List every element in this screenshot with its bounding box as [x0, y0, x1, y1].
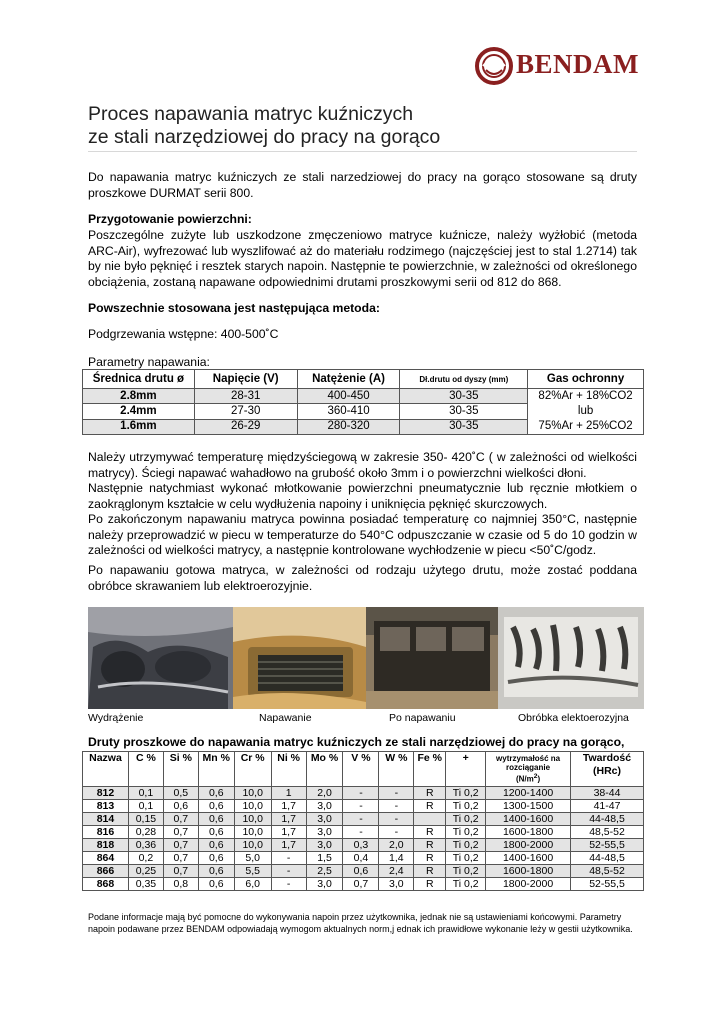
photo-edm-machining — [498, 607, 644, 709]
wire-cell: 0,1 — [128, 787, 163, 800]
caption-surfacing: Napawanie — [259, 712, 312, 724]
wire-cell: 52-55,5 — [571, 839, 644, 852]
prep-heading: Przygotowanie powierzchni: — [88, 212, 252, 226]
wire-cell: 1200-1400 — [486, 787, 571, 800]
wires-header-cell: W % — [379, 752, 414, 787]
wire-cell: 38-44 — [571, 787, 644, 800]
wire-cell: - — [271, 878, 306, 891]
caption-after-surfacing: Po napawaniu — [389, 712, 456, 724]
wire-cell: 0,6 — [198, 826, 234, 839]
params-cell: 30-35 — [400, 389, 528, 404]
params-header-cell: Napięcie (V) — [194, 370, 297, 389]
wire-cell: Ti 0,2 — [446, 865, 486, 878]
bendam-logo-text: BENDAM — [516, 49, 639, 79]
tensile-label: wytrzymałość na rozciąganie — [496, 754, 561, 773]
wire-row — [83, 839, 644, 852]
photo-surfacing — [233, 607, 366, 709]
wire-cell: 0,6 — [198, 852, 234, 865]
wires-header-cell: Nazwa — [83, 752, 129, 787]
wire-cell: 6,0 — [234, 878, 271, 891]
wire-row — [83, 852, 644, 865]
wires-header-cell: Mn % — [198, 752, 234, 787]
wire-cell: 1400-1600 — [486, 852, 571, 865]
after-paragraph: Po napawaniu gotowa matryca, w zależności od rodzaju użytego drutu, może zostać poddana obróbce skrawaniem lub elektroerozyjnie. — [88, 563, 637, 593]
wire-cell: 0,7 — [163, 865, 198, 878]
wire-cell: Ti 0,2 — [446, 787, 486, 800]
wire-cell: 10,0 — [234, 787, 271, 800]
wire-cell: 0,6 — [198, 800, 234, 813]
wire-cell: R — [414, 787, 446, 800]
photo-after-surfacing — [366, 607, 498, 709]
wires-header-cell: V % — [343, 752, 379, 787]
wire-cell: 0,25 — [128, 865, 163, 878]
tensile-unit-close: ) — [537, 774, 541, 784]
wires-header-tensile — [486, 752, 571, 787]
caption-edm: Obróbka elektoerozyjna — [518, 712, 629, 724]
wire-cell: Ti 0,2 — [446, 826, 486, 839]
wire-cell: 1,7 — [271, 826, 306, 839]
wire-cell: 3,0 — [306, 813, 343, 826]
wire-cell: 1800-2000 — [486, 839, 571, 852]
params-label: Parametry napawania: — [88, 355, 210, 369]
method-heading: Powszechnie stosowana jest następująca metoda: — [88, 301, 380, 315]
wire-cell: 2,4 — [379, 865, 414, 878]
wire-cell: 3,0 — [306, 826, 343, 839]
params-cell: 1.6mm — [83, 419, 195, 434]
wire-name-cell: 816 — [83, 826, 129, 839]
wires-header-row — [83, 752, 644, 787]
wire-cell: 0,8 — [163, 878, 198, 891]
page-title — [88, 103, 648, 149]
wires-header-cell: Fe % — [414, 752, 446, 787]
tensile-unit-sup: 2 — [533, 773, 538, 781]
wire-cell: 3,0 — [306, 878, 343, 891]
wire-cell: 41-47 — [571, 800, 644, 813]
wires-header-cell: Mo % — [306, 752, 343, 787]
wire-cell: - — [271, 852, 306, 865]
wire-cell: 2,0 — [306, 787, 343, 800]
procedure-step: Następnie natychmiast wykonać młotkowanie powierzchni pneumatycznie lub ręcznie młotkiem o zaokrąglonym kształcie w celu wydłużenia napoiny i uniknięcia pęknięć skurczowych. — [88, 481, 637, 511]
params-cell: 400-450 — [297, 389, 400, 404]
wire-row — [83, 826, 644, 839]
wire-cell: - — [379, 787, 414, 800]
wire-cell: - — [343, 787, 379, 800]
wire-cell — [414, 813, 446, 826]
wire-row — [83, 800, 644, 813]
params-cell: 27-30 — [194, 404, 297, 419]
wire-cell: - — [343, 800, 379, 813]
wire-cell: 1300-1500 — [486, 800, 571, 813]
wire-cell: R — [414, 852, 446, 865]
wire-cell: 1800-2000 — [486, 878, 571, 891]
wire-cell: 0,7 — [163, 826, 198, 839]
gas-or: lub — [577, 405, 594, 417]
wire-cell: 10,0 — [234, 826, 271, 839]
wire-name-cell: 812 — [83, 787, 129, 800]
params-header-row — [83, 370, 644, 389]
wire-cell: 3,0 — [379, 878, 414, 891]
title-divider — [88, 151, 637, 152]
wire-cell: 3,0 — [306, 839, 343, 852]
wire-cell: 44-48,5 — [571, 852, 644, 865]
wire-row — [83, 813, 644, 826]
caption-gouging: Wydrążenie — [88, 712, 144, 724]
gas-option: 75%Ar + 25%CO2 — [538, 420, 633, 432]
wire-cell: Ti 0,2 — [446, 813, 486, 826]
process-photos — [88, 607, 644, 709]
wire-cell: Ti 0,2 — [446, 852, 486, 865]
wire-cell: 0,6 — [198, 787, 234, 800]
wire-cell: R — [414, 839, 446, 852]
wire-cell: 0,2 — [128, 852, 163, 865]
footer-disclaimer: Podane informacje mają być pomocne do wykonywania napoin przez użytkownika, jednak nie są ustawieniami końcowymi. Parametry napoin podawane przez BENDAM odpowiadają wymogom aktualnych norm,j ednak ich prawidłowe wykonanie leży w gestii użytkownika. — [88, 912, 633, 934]
wire-cell: - — [343, 826, 379, 839]
params-cell: 2.4mm — [83, 404, 195, 419]
wire-name-cell: 866 — [83, 865, 129, 878]
wire-cell: 48,5-52 — [571, 865, 644, 878]
wire-cell: 1 — [271, 787, 306, 800]
wire-cell: 10,0 — [234, 813, 271, 826]
wires-header-cell: Ni % — [271, 752, 306, 787]
procedure-step: Należy utrzymywać temperaturę międzyściegową w zakresie 350- 420˚C ( w zależności od wielkości matrycy). Ściegi napawać wahadłowo na grubość około 3mm i o powierzchni wielkości dłoni. — [88, 450, 637, 480]
wire-cell: 0,6 — [198, 813, 234, 826]
wires-table-title: Druty proszkowe do napawania matryc kuźniczych ze stali narzędziowej do pracy na gorąco, — [88, 735, 625, 749]
wire-cell: 2,5 — [306, 865, 343, 878]
procedure-paragraph — [88, 450, 637, 559]
wire-cell: 1,4 — [379, 852, 414, 865]
wire-cell: 0,28 — [128, 826, 163, 839]
params-cell: 280-320 — [297, 419, 400, 434]
wires-composition-table — [82, 751, 644, 891]
wire-cell: - — [379, 813, 414, 826]
wires-header-cell: Cr % — [234, 752, 271, 787]
procedure-step: Po zakończonym napawaniu matryca powinna posiadać temperaturę co najmniej 350°C, następnie należy przeprowadzić w piecu w temperaturze do 540°C odpuszczanie w czasie od 5 do 10 godzin w zależności od wielkości matrycy, a następnie kontrolowane wychłodzenie w piecu <50˚C/godz. — [88, 512, 637, 557]
params-cell: 30-35 — [400, 404, 528, 419]
wire-cell: 0,5 — [163, 787, 198, 800]
params-cell: 360-410 — [297, 404, 400, 419]
wire-cell: - — [271, 865, 306, 878]
wire-cell: 1,7 — [271, 800, 306, 813]
photo-gouging — [88, 607, 233, 709]
wire-cell: 10,0 — [234, 800, 271, 813]
wire-cell: 0,6 — [198, 839, 234, 852]
wire-cell: R — [414, 878, 446, 891]
wire-cell: 0,4 — [343, 852, 379, 865]
wire-cell: 5,0 — [234, 852, 271, 865]
gas-option: 82%Ar + 18%CO2 — [538, 390, 633, 402]
wire-cell: 5,5 — [234, 865, 271, 878]
wire-cell: 0,15 — [128, 813, 163, 826]
preheat-text: Podgrzewania wstępne: 400-500˚C — [88, 327, 279, 341]
bendam-logo-emblem — [474, 46, 514, 86]
params-cell: 30-35 — [400, 419, 528, 434]
wire-cell: 44-48,5 — [571, 813, 644, 826]
wire-cell: Ti 0,2 — [446, 878, 486, 891]
wire-cell: 0,7 — [343, 878, 379, 891]
wire-cell: - — [343, 813, 379, 826]
params-cell: 2.8mm — [83, 389, 195, 404]
params-header-cell: Dł.drutu od dyszy (mm) — [400, 370, 528, 389]
wire-row — [83, 878, 644, 891]
wires-header-cell: Si % — [163, 752, 198, 787]
params-cell: 28-31 — [194, 389, 297, 404]
page-title-line-1: Proces napawania matryc kuźniczych — [88, 103, 414, 125]
wire-cell: - — [379, 826, 414, 839]
bendam-logo — [474, 44, 666, 90]
wire-cell: 10,0 — [234, 839, 271, 852]
wire-cell: - — [379, 800, 414, 813]
wire-name-cell: 868 — [83, 878, 129, 891]
wire-name-cell: 813 — [83, 800, 129, 813]
wire-cell: 0,35 — [128, 878, 163, 891]
page-title-line-2: ze stali narzędziowej do pracy na gorąco — [88, 126, 441, 148]
wire-cell: 0,36 — [128, 839, 163, 852]
wire-cell: 0,6 — [198, 865, 234, 878]
wire-cell: 1,5 — [306, 852, 343, 865]
wires-header-hardness: Twardość (HRc) — [571, 752, 644, 787]
wire-cell: 0,7 — [163, 839, 198, 852]
params-row — [83, 389, 644, 404]
wire-cell: Ti 0,2 — [446, 839, 486, 852]
wire-row — [83, 865, 644, 878]
wire-cell: Ti 0,2 — [446, 800, 486, 813]
params-header-cell: Średnica drutu ø — [83, 370, 195, 389]
params-header-cell: Gas ochronny — [528, 370, 644, 389]
prep-paragraph: Poszczególne zużyte lub uszkodzone zmęczeniowo matryce kuźnicze, należy wyżłobić (metoda ARC-Air), wyfrezować lub wyszlifować aż do materiału rodzimego (najczęściej jest to stal 1.2714) tak by nie było pęknięć i resztek starych napoin. Następnie te powierzchnie, w zależności od określonego obciążenia, zostaną napawane odpowiednimi drutami proszkowymi serii od 812 do 868. — [88, 228, 637, 289]
params-header-cell: Natężenie (A) — [297, 370, 400, 389]
wire-cell: 1,7 — [271, 839, 306, 852]
wires-body — [83, 787, 644, 891]
wire-cell: 52-55,5 — [571, 878, 644, 891]
wire-cell: 1600-1800 — [486, 865, 571, 878]
wire-cell: R — [414, 800, 446, 813]
wire-name-cell: 814 — [83, 813, 129, 826]
wire-cell: 48,5-52 — [571, 826, 644, 839]
wire-cell: 0,3 — [343, 839, 379, 852]
wire-cell: 0,6 — [198, 878, 234, 891]
shielding-gas-cell — [528, 389, 644, 435]
welding-parameters-table — [82, 369, 644, 435]
wire-cell: 0,1 — [128, 800, 163, 813]
wire-cell: 1400-1600 — [486, 813, 571, 826]
wire-cell: R — [414, 826, 446, 839]
wires-header-cell: + — [446, 752, 486, 787]
wire-cell: R — [414, 865, 446, 878]
wire-cell: 0,7 — [163, 852, 198, 865]
intro-paragraph: Do napawania matryc kuźniczych ze stali narzedziowej do pracy na gorąco stosowane są druty proszkowe DURMAT serii 800. — [88, 170, 637, 200]
wire-name-cell: 818 — [83, 839, 129, 852]
wire-cell: 3,0 — [306, 800, 343, 813]
wire-cell: 2,0 — [379, 839, 414, 852]
wires-header-cell: C % — [128, 752, 163, 787]
tensile-unit: (N/m — [515, 774, 534, 784]
wire-cell: 1,7 — [271, 813, 306, 826]
wire-cell: 0,6 — [163, 800, 198, 813]
wire-cell: 0,7 — [163, 813, 198, 826]
params-cell: 26-29 — [194, 419, 297, 434]
wire-name-cell: 864 — [83, 852, 129, 865]
wire-row — [83, 787, 644, 800]
wire-cell: 1600-1800 — [486, 826, 571, 839]
wire-cell: 0,6 — [343, 865, 379, 878]
